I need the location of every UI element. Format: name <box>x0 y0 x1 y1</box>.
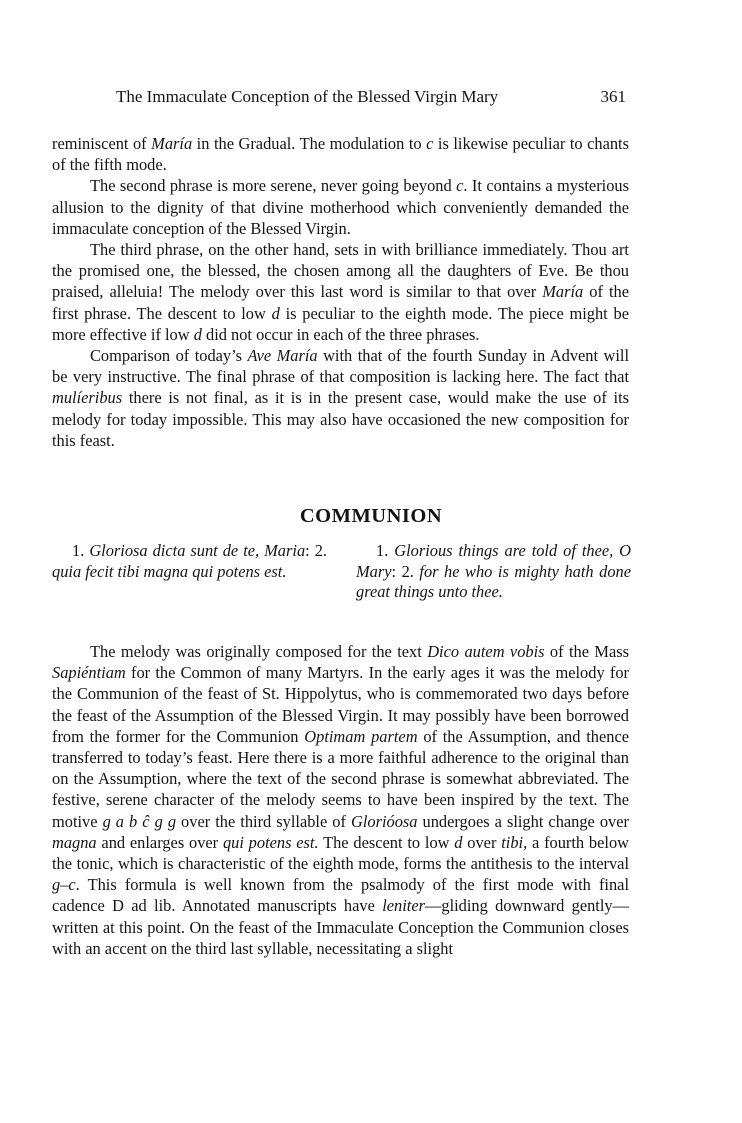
body-text-top <box>52 133 629 451</box>
page-number: 361 <box>600 87 626 106</box>
body-text-bottom <box>52 641 629 959</box>
paragraph-3: The third phrase, on the other hand, sets in with brilliance immediately. Thou art the promised one, the blessed, the chosen among all the daughters of Eve. Be thou praised, alleluia! The melody over this last word is similar to that over María of the first phrase. The descent to low d is peculiar to the eighth mode. The piece might be more effective if low d did not occur in each of the three phrases. <box>52 240 630 344</box>
section-heading: COMMUNION <box>299 505 443 527</box>
english-translation: 1. Glorious things are told of thee, O Mary: 2. for he who is mighty hath done great things unto thee. <box>356 541 632 601</box>
paragraph-5: The melody was originally composed for the text Dico autem vobis of the Mass Sapiéntiam for the Common of many Martyrs. In the early ages it was the melody for the Communion of the feast of St. Hippolytus, who is commemorated two days before the feast of the Assumption of the Blessed Virgin. It may possibly have been borrowed from the former for the Communion Optimam partem of the Assumption, and thence transferred to today’s feast. Here there is a more faithful adherence to the original than on the Assumption, where the text of the second phrase is somewhat abbreviated. The festive, serene character of the melody seems to have been inspired by the text. The motive g a b ĉ g g over the third syllable of Glorióosa undergoes a slight change over magna and enlarges over qui potens est. The descent to low d over tibi, a fourth below the tonic, which is characteristic of the eighth mode, forms the antithesis to the interval g–c. This formula is well known from the psalmody of the first mode with final cadence D ad lib. Annotated manuscripts have leniter—gliding downward gently—written at this point. On the feast of the Immaculate Conception the Communion closes with an accent on the third last syllable, necessitating a slight <box>52 642 630 958</box>
paragraph-4: Comparison of today’s Ave María with that of the fourth Sunday in Advent will be very instructive. The final phrase of that composition is lacking here. The fact that mulíeribus there is not final, as it is in the present case, would make the use of its melody for today impossible. This may also have occasioned the new composition for this feast. <box>52 346 629 450</box>
paragraph-2: The second phrase is more serene, never going beyond c. It contains a mysterious allusion to the dignity of that divine motherhood which conveniently demanded the immaculate conception of the Blessed Virgin. <box>52 176 629 238</box>
paragraph-1: reminiscent of María in the Gradual. The modulation to c is likewise peculiar to chants of the fifth mode. <box>52 134 629 175</box>
latin-text: 1. Gloriosa dicta sunt de te, Maria: 2. quia fecit tibi magna qui potens est. <box>52 541 328 581</box>
running-title: The Immaculate Conception of the Blessed Virgin Mary <box>116 87 499 106</box>
